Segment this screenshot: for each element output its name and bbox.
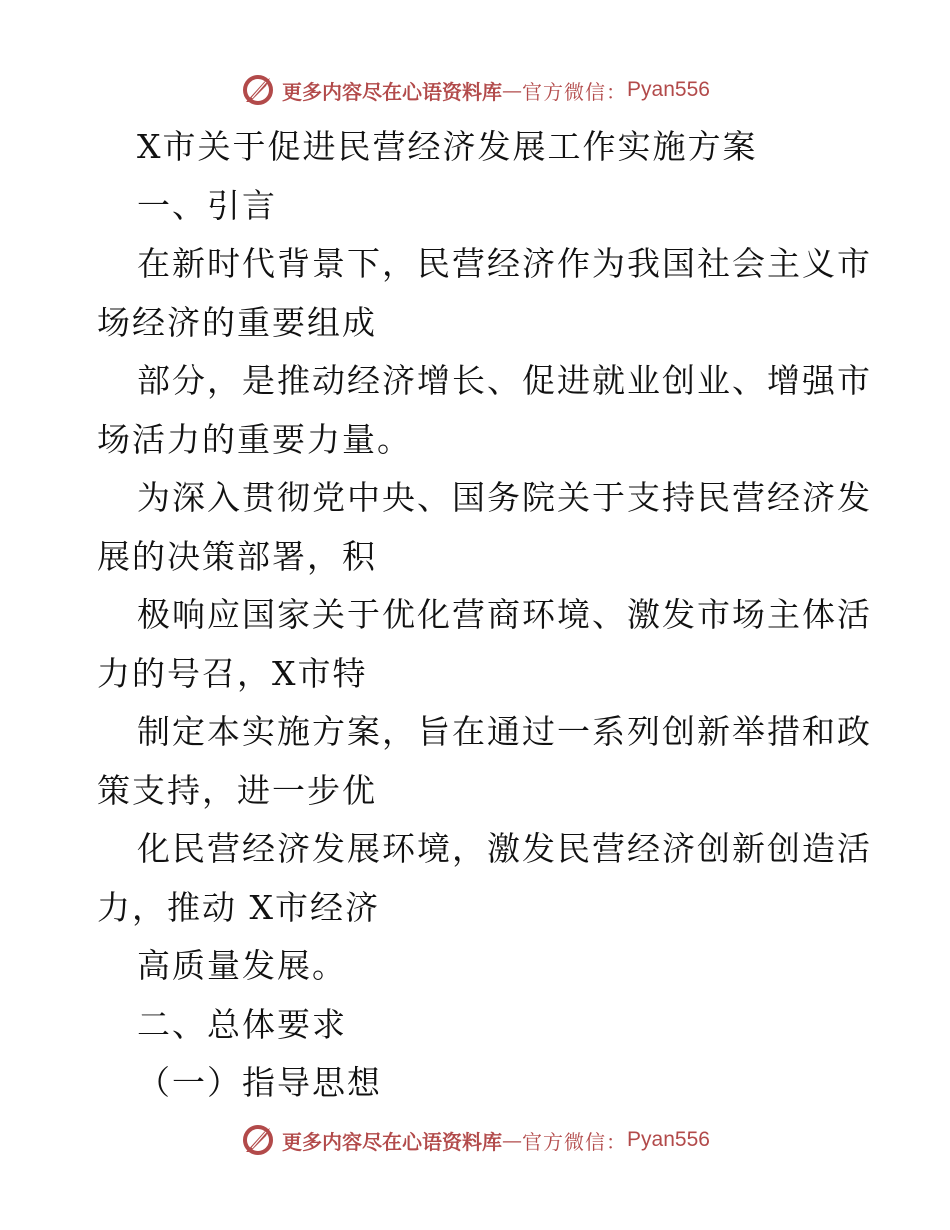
watermark-banner-top [0,70,950,110]
document-line: 策支持，进一步优 [97,770,377,810]
watermark-official-label: 官方微信： [522,79,628,104]
watermark-separator: — [502,1128,523,1152]
watermark-brand: 更多内容尽在心语资料库 [282,79,503,104]
document-line: 为深入贯彻党中央、国务院关于支持民营经济发 [137,478,872,517]
document-body [97,118,872,1113]
document-line: X市关于促进民营经济发展工作实施方案 [137,127,758,166]
document-line: 二、总体要求 [137,1004,347,1044]
watermark-official-label: 官方微信： [522,1129,628,1154]
watermark-wechat-id: Pyan556 [627,78,710,101]
feather-logo-icon [240,1122,276,1158]
feather-logo-icon [240,72,276,108]
document-line: 力，推动 X市经济 [97,887,380,927]
watermark-separator: — [502,78,523,102]
document-line: 高质量发展。 [137,946,347,985]
document-line: 部分，是推动经济增长、促进就业创业、增强市 [137,361,872,400]
document-line: 力的号召，X市特 [97,653,368,693]
document-line: 场活力的重要力量。 [97,419,412,459]
document-line: 展的决策部署，积 [97,536,377,576]
watermark-brand: 更多内容尽在心语资料库 [282,1129,503,1154]
document-line: 极响应国家关于优化营商环境、激发市场主体活 [137,595,872,634]
watermark-banner-bottom [0,1120,950,1160]
document-line: 在新时代背景下，民营经济作为我国社会主义市 [137,244,872,283]
document-line: 化民营经济发展环境，激发民营经济创新创造活 [137,829,872,868]
document-line: 一、引言 [137,185,277,225]
document-line: （一）指导思想 [137,1063,382,1102]
document-line: 制定本实施方案，旨在通过一系列创新举措和政 [137,712,872,751]
watermark-wechat-id: Pyan556 [627,1128,710,1151]
document-line: 场经济的重要组成 [97,302,377,342]
